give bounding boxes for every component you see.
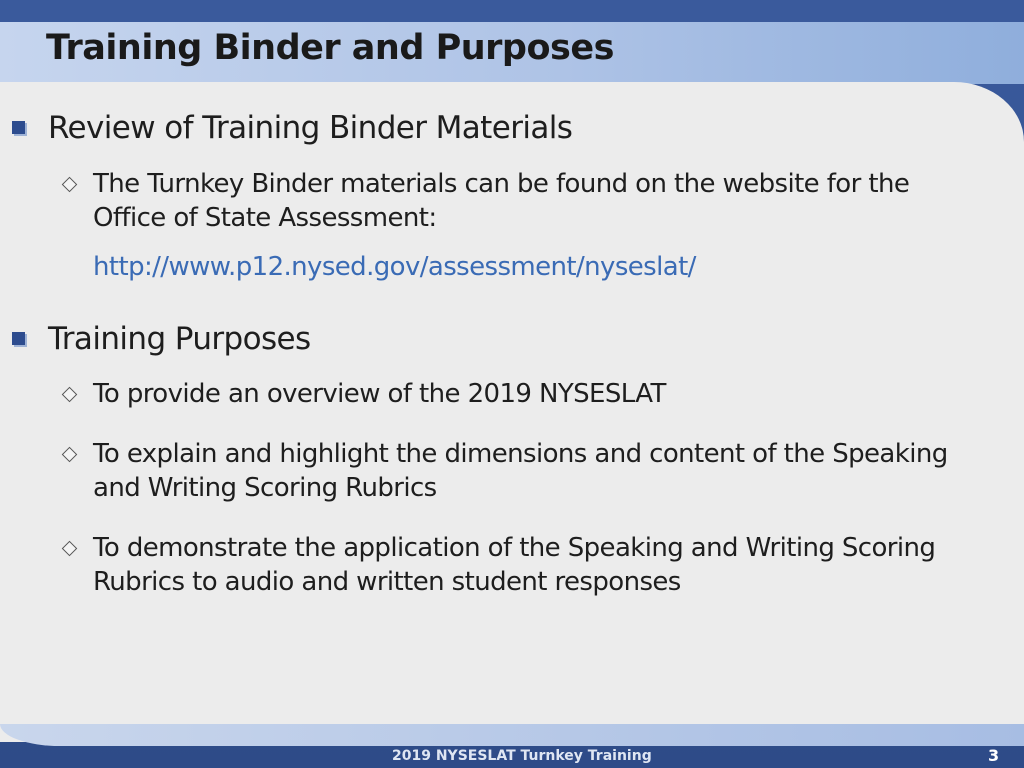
diamond-bullet-icon <box>62 447 78 463</box>
bullet-explain-line-1: To explain and highlight the dimensions and content of the Speaking <box>93 439 948 469</box>
slide-title: Training Binder and Purposes <box>46 28 614 68</box>
diamond-bullet-icon <box>62 177 78 193</box>
nyseslat-website-link[interactable]: http://www.p12.nysed.gov/assessment/nyseslat/ <box>93 252 696 282</box>
bullet-overview: To provide an overview of the 2019 NYSESLAT <box>93 379 666 409</box>
square-bullet-icon <box>12 332 25 345</box>
bullet-binder-line-1: The Turnkey Binder materials can be found on the website for the <box>93 169 910 199</box>
bullet-demonstrate-line-2: Rubrics to audio and written student responses <box>93 567 681 597</box>
footer-text: 2019 NYSESLAT Turnkey Training <box>392 748 652 764</box>
diamond-bullet-icon <box>62 387 78 403</box>
square-bullet-icon <box>12 121 25 134</box>
section-heading-review: Review of Training Binder Materials <box>48 110 573 146</box>
page-number: 3 <box>988 746 1000 765</box>
bullet-binder-line-2: Office of State Assessment: <box>93 203 437 233</box>
bullet-demonstrate-line-1: To demonstrate the application of the Speaking and Writing Scoring <box>93 533 936 563</box>
section-heading-purposes: Training Purposes <box>48 321 311 357</box>
diamond-bullet-icon <box>62 541 78 557</box>
bullet-explain-line-2: and Writing Scoring Rubrics <box>93 473 437 503</box>
